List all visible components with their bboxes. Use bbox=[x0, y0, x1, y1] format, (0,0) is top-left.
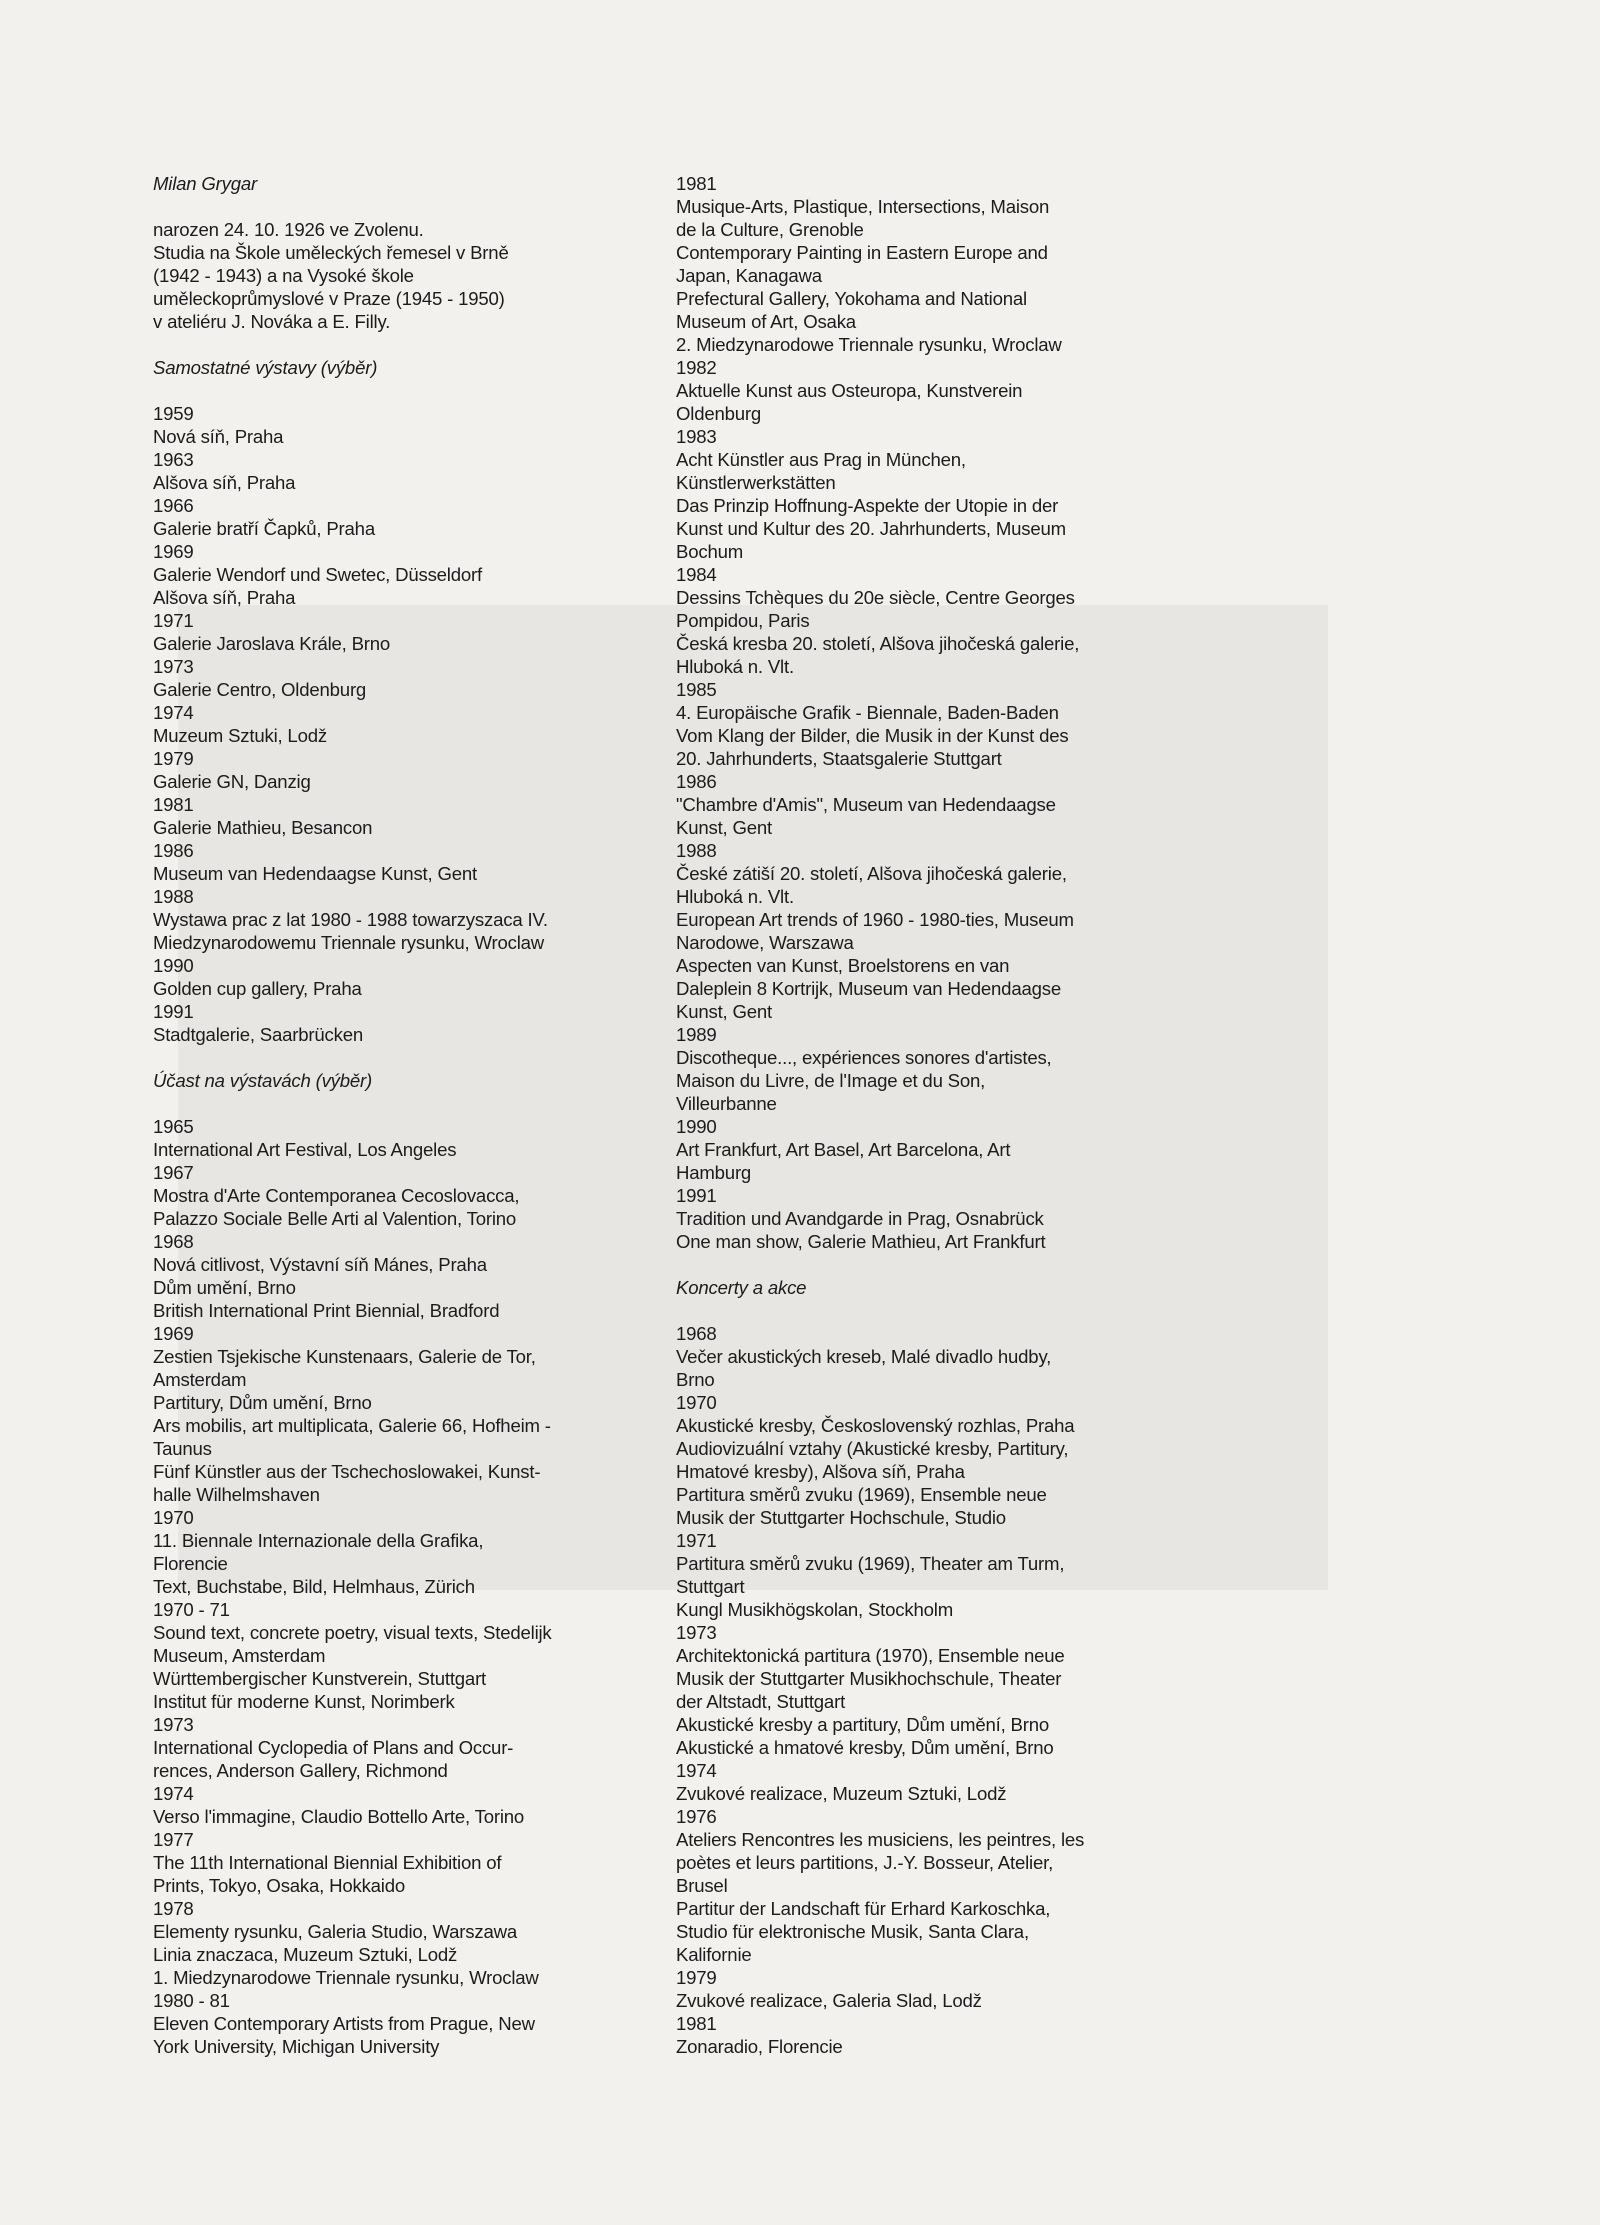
concerts-heading: Koncerty a akce bbox=[676, 1277, 807, 1298]
text-line: Musik der Stuttgarter Hochschule, Studio bbox=[676, 1507, 1006, 1528]
text-line: Partitury, Dům umění, Brno bbox=[153, 1392, 372, 1413]
text-line: 1985 bbox=[676, 679, 717, 700]
text-line: 1969 bbox=[153, 1323, 194, 1344]
text-line: Discotheque..., expériences sonores d'artistes, bbox=[676, 1047, 1052, 1068]
text-line: 1978 bbox=[153, 1898, 194, 1919]
text-line: Hluboká n. Vlt. bbox=[676, 886, 794, 907]
text-line: Partitur der Landschaft für Erhard Karkoschka, bbox=[676, 1898, 1051, 1919]
text-line: halle Wilhelmshaven bbox=[153, 1484, 320, 1505]
text-line: The 11th International Biennial Exhibition of bbox=[153, 1852, 502, 1873]
text-line: 1991 bbox=[676, 1185, 717, 1206]
text-line: Stuttgart bbox=[676, 1576, 745, 1597]
text-line: Narodowe, Warszawa bbox=[676, 932, 854, 953]
text-line: 2. Miedzynarodowe Triennale rysunku, Wroclaw bbox=[676, 334, 1062, 355]
text-line: Japan, Kanagawa bbox=[676, 265, 822, 286]
text-line: Taunus bbox=[153, 1438, 212, 1459]
text-line: 1959 bbox=[153, 403, 194, 424]
text-line: Elementy rysunku, Galeria Studio, Warszawa bbox=[153, 1921, 517, 1942]
text-line: Zestien Tsjekische Kunstenaars, Galerie de Tor, bbox=[153, 1346, 536, 1367]
text-line: 1967 bbox=[153, 1162, 194, 1183]
text-line: Institut für moderne Kunst, Norimberk bbox=[153, 1691, 455, 1712]
text-line: Kalifornie bbox=[676, 1944, 752, 1965]
text-line: International Cyclopedia of Plans and Occur- bbox=[153, 1737, 514, 1758]
text-line: Ars mobilis, art multiplicata, Galerie 66, Hofheim - bbox=[153, 1415, 551, 1436]
text-line: Museum, Amsterdam bbox=[153, 1645, 326, 1666]
solo-exhibitions-heading: Samostatné výstavy (výběr) bbox=[153, 357, 378, 378]
text-line: 1986 bbox=[676, 771, 717, 792]
text-line: Kungl Musikhögskolan, Stockholm bbox=[676, 1599, 953, 1620]
text-line: 1. Miedzynarodowe Triennale rysunku, Wroclaw bbox=[153, 1967, 539, 1988]
text-line: Musik der Stuttgarter Musikhochschule, Theater bbox=[676, 1668, 1062, 1689]
text-line: Hamburg bbox=[676, 1162, 752, 1183]
concerts-list bbox=[676, 1322, 1156, 2058]
text-line: Vom Klang der Bilder, die Musik in der Kunst des bbox=[676, 725, 1069, 746]
text-line: Art Frankfurt, Art Basel, Art Barcelona, Art bbox=[676, 1139, 1011, 1160]
text-line: Mostra d'Arte Contemporanea Cecoslovacca, bbox=[153, 1185, 520, 1206]
text-line: 1981 bbox=[153, 794, 194, 815]
text-line: Maison du Livre, de l'Image et du Son, bbox=[676, 1070, 986, 1091]
text-line: Ateliers Rencontres les musiciens, les peintres, les bbox=[676, 1829, 1085, 1850]
text-line: 1970 bbox=[153, 1507, 194, 1528]
text-line: Eleven Contemporary Artists from Prague, New bbox=[153, 2013, 535, 2034]
text-line: Museum of Art, Osaka bbox=[676, 311, 856, 332]
text-line: Akustické kresby a partitury, Dům umění, Brno bbox=[676, 1714, 1049, 1735]
text-line: 1969 bbox=[153, 541, 194, 562]
text-line: Zonaradio, Florencie bbox=[676, 2036, 843, 2057]
text-line: 1965 bbox=[153, 1116, 194, 1137]
text-line: Kunst, Gent bbox=[676, 1001, 772, 1022]
left-column bbox=[153, 172, 673, 2058]
text-line: Acht Künstler aus Prag in München, bbox=[676, 449, 966, 470]
text-line: Akustické kresby, Československý rozhlas, Praha bbox=[676, 1415, 1075, 1436]
text-line: Aspecten van Kunst, Broelstorens en van bbox=[676, 955, 1010, 976]
text-line: 1988 bbox=[676, 840, 717, 861]
text-line: 1963 bbox=[153, 449, 194, 470]
text-line: v ateliéru J. Nováka a E. Filly. bbox=[153, 311, 391, 332]
text-line: Galerie bratří Čapků, Praha bbox=[153, 518, 375, 539]
text-line: Studio für elektronische Musik, Santa Clara, bbox=[676, 1921, 1029, 1942]
text-line: (1942 - 1943) a na Vysoké škole bbox=[153, 265, 414, 286]
text-line: Večer akustických kreseb, Malé divadlo hudby, bbox=[676, 1346, 1052, 1367]
text-line: Nová síň, Praha bbox=[153, 426, 284, 447]
text-line: 1986 bbox=[153, 840, 194, 861]
text-line: Brusel bbox=[676, 1875, 728, 1896]
text-line: 1990 bbox=[676, 1116, 717, 1137]
text-line: Alšova síň, Praha bbox=[153, 472, 296, 493]
text-line: Villeurbanne bbox=[676, 1093, 777, 1114]
text-line: 1974 bbox=[676, 1760, 717, 1781]
text-line: Akustické a hmatové kresby, Dům umění, Brno bbox=[676, 1737, 1054, 1758]
text-line: Palazzo Sociale Belle Arti al Valention, Torino bbox=[153, 1208, 517, 1229]
text-line: 1970 - 71 bbox=[153, 1599, 230, 1620]
text-line: Hmatové kresby), Alšova síň, Praha bbox=[676, 1461, 965, 1482]
group-exhibitions-list-continued bbox=[676, 172, 1156, 1253]
bio-block bbox=[153, 218, 673, 333]
text-line: narozen 24. 10. 1926 ve Zvolenu. bbox=[153, 219, 424, 240]
group-exhibitions-list bbox=[153, 1115, 673, 2058]
text-line: Das Prinzip Hoffnung-Aspekte der Utopie in der bbox=[676, 495, 1059, 516]
text-line: 1979 bbox=[676, 1967, 717, 1988]
text-line: Česká kresba 20. století, Alšova jihočeská galerie, bbox=[676, 633, 1080, 654]
text-line: One man show, Galerie Mathieu, Art Frankfurt bbox=[676, 1231, 1046, 1252]
text-line: 20. Jahrhunderts, Staatsgalerie Stuttgart bbox=[676, 748, 1002, 769]
text-line: Brno bbox=[676, 1369, 715, 1390]
text-line: Florencie bbox=[153, 1553, 228, 1574]
text-line: Prints, Tokyo, Osaka, Hokkaido bbox=[153, 1875, 406, 1896]
text-line: Golden cup gallery, Praha bbox=[153, 978, 362, 999]
text-line: 1970 bbox=[676, 1392, 717, 1413]
text-line: 1971 bbox=[676, 1530, 717, 1551]
text-line: 1983 bbox=[676, 426, 717, 447]
text-line: Aktuelle Kunst aus Osteuropa, Kunstverein bbox=[676, 380, 1023, 401]
text-line: British International Print Biennial, Bradford bbox=[153, 1300, 500, 1321]
text-line: Dessins Tchèques du 20e siècle, Centre Georges bbox=[676, 587, 1075, 608]
text-line: 1977 bbox=[153, 1829, 194, 1850]
text-line: 4. Europäische Grafik - Biennale, Baden-Baden bbox=[676, 702, 1059, 723]
text-line: 1968 bbox=[676, 1323, 717, 1344]
text-line: "Chambre d'Amis", Museum van Hedendaagse bbox=[676, 794, 1056, 815]
text-line: Galerie Wendorf und Swetec, Düsseldorf bbox=[153, 564, 482, 585]
text-line: 1974 bbox=[153, 1783, 194, 1804]
text-line: rences, Anderson Gallery, Richmond bbox=[153, 1760, 448, 1781]
text-line: Audiovizuální vztahy (Akustické kresby, Partitury, bbox=[676, 1438, 1069, 1459]
text-line: 1976 bbox=[676, 1806, 717, 1827]
text-line: Amsterdam bbox=[153, 1369, 247, 1390]
text-line: 1971 bbox=[153, 610, 194, 631]
group-exhibitions-heading: Účast na výstavách (výběr) bbox=[153, 1070, 373, 1091]
author-name: Milan Grygar bbox=[153, 173, 258, 194]
text-line: Text, Buchstabe, Bild, Helmhaus, Zürich bbox=[153, 1576, 475, 1597]
text-line: Partitura směrů zvuku (1969), Ensemble neue bbox=[676, 1484, 1047, 1505]
text-line: Pompidou, Paris bbox=[676, 610, 810, 631]
text-line: 1989 bbox=[676, 1024, 717, 1045]
text-line: Hluboká n. Vlt. bbox=[676, 656, 794, 677]
text-line: 1979 bbox=[153, 748, 194, 769]
text-line: 1980 - 81 bbox=[153, 1990, 230, 2011]
text-line: 1973 bbox=[676, 1622, 717, 1643]
text-line: uměleckoprůmyslové v Praze (1945 - 1950) bbox=[153, 288, 505, 309]
text-line: 1973 bbox=[153, 1714, 194, 1735]
text-line: Bochum bbox=[676, 541, 744, 562]
text-line: České zátiší 20. století, Alšova jihočeská galerie, bbox=[676, 863, 1067, 884]
text-line: Kunst, Gent bbox=[676, 817, 772, 838]
text-line: Dům umění, Brno bbox=[153, 1277, 296, 1298]
text-line: Württembergischer Kunstverein, Stuttgart bbox=[153, 1668, 487, 1689]
text-line: Linia znaczaca, Muzeum Sztuki, Lodž bbox=[153, 1944, 458, 1965]
text-line: International Art Festival, Los Angeles bbox=[153, 1139, 457, 1160]
text-line: Fünf Künstler aus der Tschechoslowakei, Kunst- bbox=[153, 1461, 541, 1482]
text-line: 1968 bbox=[153, 1231, 194, 1252]
text-line: Oldenburg bbox=[676, 403, 762, 424]
text-line: 1984 bbox=[676, 564, 717, 585]
text-line: 1982 bbox=[676, 357, 717, 378]
text-line: 1981 bbox=[676, 2013, 717, 2034]
text-line: Prefectural Gallery, Yokohama and National bbox=[676, 288, 1027, 309]
text-line: Musique-Arts, Plastique, Intersections, Maison bbox=[676, 196, 1050, 217]
text-line: Architektonická partitura (1970), Ensemble neue bbox=[676, 1645, 1065, 1666]
text-line: 1990 bbox=[153, 955, 194, 976]
text-line: Galerie GN, Danzig bbox=[153, 771, 311, 792]
text-line: 1991 bbox=[153, 1001, 194, 1022]
text-line: 11. Biennale Internazionale della Grafika, bbox=[153, 1530, 484, 1551]
right-column bbox=[676, 172, 1156, 2058]
text-line: 1973 bbox=[153, 656, 194, 677]
text-line: York University, Michigan University bbox=[153, 2036, 440, 2057]
text-line: Galerie Mathieu, Besancon bbox=[153, 817, 373, 838]
text-line: Muzeum Sztuki, Lodž bbox=[153, 725, 327, 746]
solo-exhibitions-list bbox=[153, 402, 673, 1046]
text-line: poètes et leurs partitions, J.-Y. Bosseur, Atelier, bbox=[676, 1852, 1054, 1873]
text-line: Galerie Centro, Oldenburg bbox=[153, 679, 367, 700]
text-line: Contemporary Painting in Eastern Europe and bbox=[676, 242, 1048, 263]
text-line: Künstlerwerkstätten bbox=[676, 472, 836, 493]
text-line: Galerie Jaroslava Krále, Brno bbox=[153, 633, 391, 654]
text-line: Nová citlivost, Výstavní síň Mánes, Praha bbox=[153, 1254, 487, 1275]
text-line: Zvukové realizace, Galeria Slad, Lodž bbox=[676, 1990, 982, 2011]
text-line: Verso l'immagine, Claudio Bottello Arte, Torino bbox=[153, 1806, 525, 1827]
text-line: 1966 bbox=[153, 495, 194, 516]
text-line: der Altstadt, Stuttgart bbox=[676, 1691, 846, 1712]
text-line: Partitura směrů zvuku (1969), Theater am Turm, bbox=[676, 1553, 1065, 1574]
text-line: 1988 bbox=[153, 886, 194, 907]
text-line: Kunst und Kultur des 20. Jahrhunderts, Museum bbox=[676, 518, 1066, 539]
text-line: Alšova síň, Praha bbox=[153, 587, 296, 608]
text-line: Wystawa prac z lat 1980 - 1988 towarzyszaca IV. bbox=[153, 909, 548, 930]
text-line: European Art trends of 1960 - 1980-ties, Museum bbox=[676, 909, 1074, 930]
text-line: Studia na Škole uměleckých řemesel v Brně bbox=[153, 242, 509, 263]
text-line: 1974 bbox=[153, 702, 194, 723]
text-line: Miedzynarodowemu Triennale rysunku, Wroclaw bbox=[153, 932, 544, 953]
text-line: Daleplein 8 Kortrijk, Museum van Hedendaagse bbox=[676, 978, 1061, 999]
text-line: Sound text, concrete poetry, visual texts, Stedelijk bbox=[153, 1622, 552, 1643]
text-line: de la Culture, Grenoble bbox=[676, 219, 864, 240]
text-line: Stadtgalerie, Saarbrücken bbox=[153, 1024, 363, 1045]
text-line: 1981 bbox=[676, 173, 717, 194]
text-line: Zvukové realizace, Muzeum Sztuki, Lodž bbox=[676, 1783, 1007, 1804]
text-line: Museum van Hedendaagse Kunst, Gent bbox=[153, 863, 477, 884]
text-line: Tradition und Avandgarde in Prag, Osnabrück bbox=[676, 1208, 1044, 1229]
